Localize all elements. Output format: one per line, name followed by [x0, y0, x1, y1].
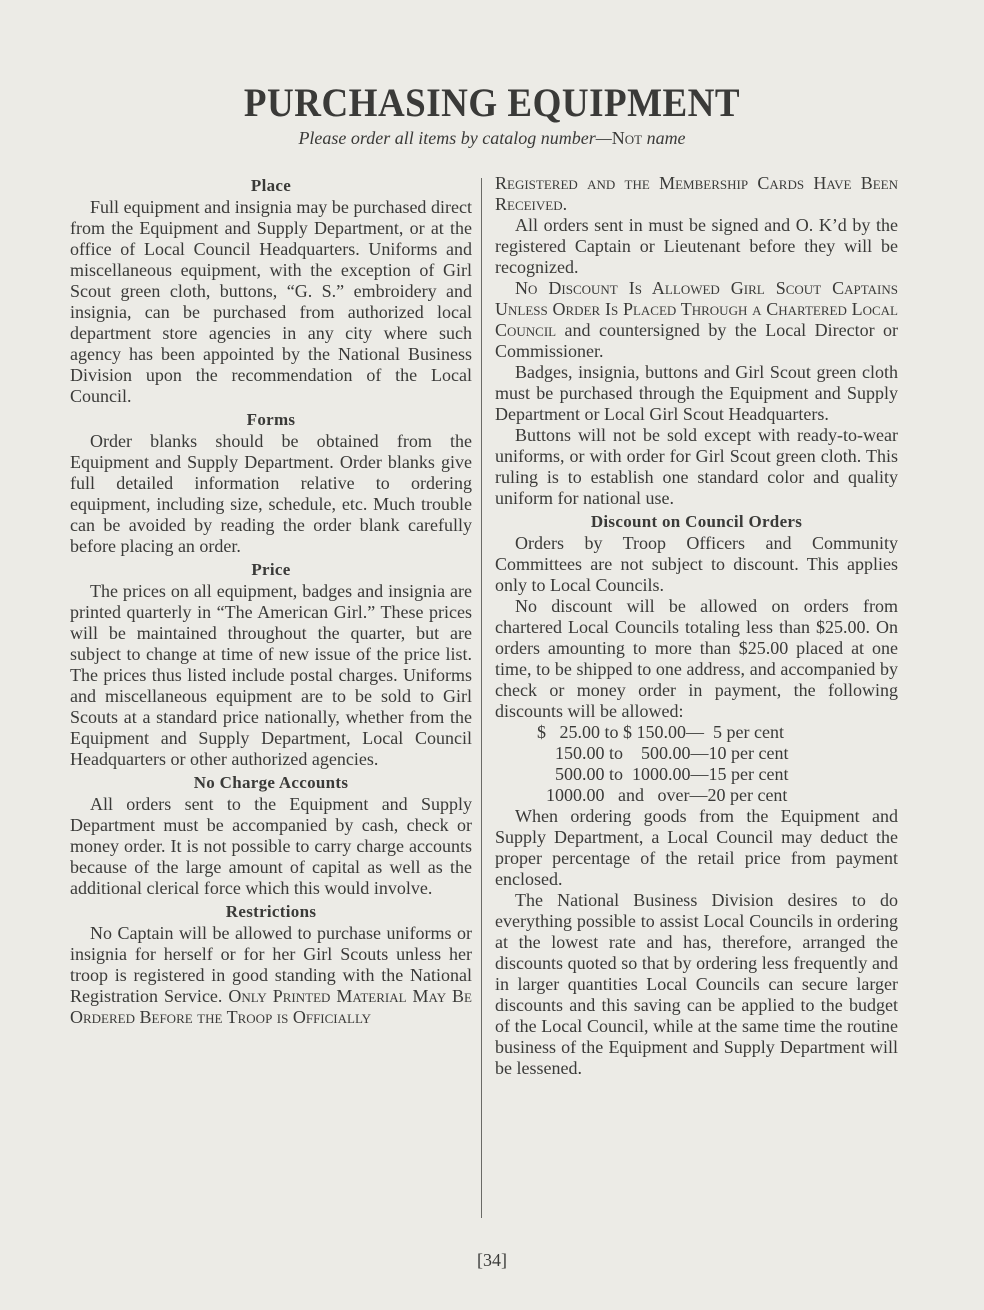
text-run: and countersigned by the Local Director or Commissioner. [495, 320, 898, 361]
paragraph [70, 431, 472, 557]
paragraph [495, 533, 898, 596]
text-run: No discount will be allowed on orders from chartered Local Councils totaling less than $25.00. On orders amounting to more than $25.00 placed at one time, to be shipped to one address, and accompanied by check or money order in payment, the following discounts will be allowed: [495, 596, 898, 721]
small-caps-text: Registered and the Membership Cards Have Been Received. [495, 173, 898, 214]
text-run: The National Business Division desires to do everything possible to assist Local Councils in ordering at the lowest rate and has, therefore, arranged the discounts quoted so that by ordering less frequently and in larger quantities Local Councils can secure larger discounts and this saving can be applied to the budget of the Local Council, while at the same time the routine business of the Equipment and Supply Department will be lessened. [495, 890, 898, 1078]
text-run: No Captain will be allowed to purchase uniforms or insignia for herself or for her Girl Scouts unless her troop is registered in good standing with the National Registration Service. [70, 923, 472, 1006]
discount-row: 1000.00 and over—20 per cent [537, 785, 788, 805]
paragraph-continued [495, 173, 898, 215]
small-caps-text: Not [611, 128, 643, 148]
discount-table [495, 722, 898, 806]
paragraph [70, 923, 472, 1028]
column-divider [481, 178, 482, 1218]
paragraph [495, 806, 898, 890]
text-run: Please order all items by catalog number— [298, 128, 612, 148]
paragraph [495, 278, 898, 362]
text-run: Order blanks should be obtained from the Equipment and Supply Department. Order blanks give full detailed information relative to ordering equipment, including size, schedule, etc. Much trouble can be avoided by reading the order blank carefully before placing an order. [70, 431, 472, 556]
text-run: name [642, 128, 686, 148]
text-run: The prices on all equipment, badges and insignia are printed quarterly in “The American Girl.” These prices will be maintained throughout the quarter, but are subject to change at time of new issue of the price list. The prices thus listed include postal charges. Uniforms and miscellaneous equipment are to be sold to Girl Scouts at a standard price nationally, whether from the Equipment and Supply Department, Local Council Headquarters or other authorized agencies. [70, 581, 472, 769]
text-run: All orders sent to the Equipment and Supply Department must be accompanied by cash, check or money order. It is not possible to carry charge accounts because of the large amount of capital as well as the additional clerical force which this would involve. [70, 794, 472, 898]
section-heading: Price [251, 560, 291, 579]
small-caps-text: Only Printed Material May Be Ordered Before the Troop is Officially [70, 986, 472, 1027]
text-run: Badges, insignia, buttons and Girl Scout green cloth must be purchased through the Equipment and Supply Department or Local Girl Scout Headquarters. [495, 362, 898, 424]
paragraph [495, 362, 898, 425]
paragraph [70, 197, 472, 407]
section-heading: No Charge Accounts [193, 773, 349, 792]
text-run: Orders by Troop Officers and Community Committees are not subject to discount. This applies only to Local Councils. [495, 533, 898, 595]
paragraph [495, 215, 898, 278]
page-title: PURCHASING EQUIPMENT [243, 80, 741, 127]
paragraph [495, 890, 898, 1079]
section-heading: Restrictions [225, 902, 317, 921]
section-heading: Forms [246, 410, 296, 429]
text-run: Buttons will not be sold except with ready-to-wear uniforms, or with order for Girl Scout green cloth. This ruling is to establish one standard color and quality uniform for national use. [495, 425, 898, 508]
left-column [70, 173, 472, 1028]
section-heading: Place [250, 176, 292, 195]
small-caps-text: No Discount Is Allowed Girl Scout Captains Unless Order Is Placed Through a Chartered Local Council [495, 278, 898, 340]
paragraph [495, 596, 898, 722]
section-heading: Discount on Council Orders [590, 512, 803, 531]
text-run: All orders sent in must be signed and O. K’d by the registered Captain or Lieutenant before they will be recognized. [495, 215, 898, 277]
page-number: [34] [477, 1250, 507, 1270]
discount-row: 500.00 to 1000.00—15 per cent [537, 764, 789, 784]
text-run: When ordering goods from the Equipment and Supply Department, a Local Council may deduct the proper percentage of the retail price from payment enclosed. [495, 806, 898, 889]
right-column [495, 173, 898, 1079]
discount-row: $ 25.00 to $ 150.00— 5 per cent [537, 722, 784, 742]
paragraph [70, 581, 472, 770]
paragraph [70, 794, 472, 899]
page-subtitle [0, 128, 984, 149]
text-run: Full equipment and insignia may be purchased direct from the Equipment and Supply Department, or at the office of Local Council Headquarters. Uniforms and miscellaneous equipment, with the exception of Girl Scout green cloth, buttons, “G. S.” embroidery and insignia, can be purchased from authorized local department store agencies in any city where such agency has been appointed by the National Business Division upon the recommendation of the Local Council. [70, 197, 472, 406]
paragraph [495, 425, 898, 509]
discount-row: 150.00 to 500.00—10 per cent [537, 743, 789, 763]
